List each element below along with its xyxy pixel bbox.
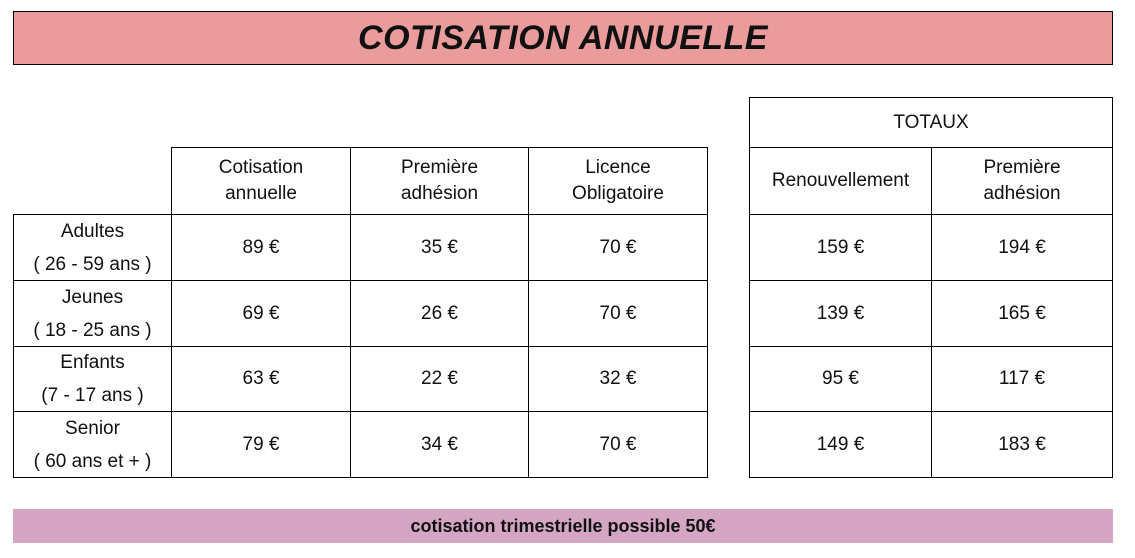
table-cell: 149 € xyxy=(749,411,932,478)
table-cell: 63 € xyxy=(171,346,351,412)
table-cell: 183 € xyxy=(931,411,1113,478)
header-totals-premiere-adhesion: Première adhésion xyxy=(931,147,1113,215)
table-cell: 89 € xyxy=(171,214,351,281)
header-premiere-adhesion: Première adhésion xyxy=(350,147,529,215)
table-cell: 70 € xyxy=(528,214,708,281)
table-cell: 79 € xyxy=(171,411,351,478)
table-cell: 70 € xyxy=(528,411,708,478)
table-cell: 32 € xyxy=(528,346,708,412)
table-cell: 194 € xyxy=(931,214,1113,281)
table-cell: 139 € xyxy=(749,280,932,347)
table-cell: 26 € xyxy=(350,280,529,347)
table-cell: 117 € xyxy=(931,346,1113,412)
table-cell: 165 € xyxy=(931,280,1113,347)
table-cell: 35 € xyxy=(350,214,529,281)
row-label-enfants: Enfants (7 - 17 ans ) xyxy=(13,346,172,412)
row-label-jeunes: Jeunes ( 18 - 25 ans ) xyxy=(13,280,172,347)
table-cell: 22 € xyxy=(350,346,529,412)
table-cell: 95 € xyxy=(749,346,932,412)
table-cell: 34 € xyxy=(350,411,529,478)
table-cell: 69 € xyxy=(171,280,351,347)
header-cotisation: Cotisation annuelle xyxy=(171,147,351,215)
row-label-senior: Senior ( 60 ans et + ) xyxy=(13,411,172,478)
footer-text: cotisation trimestrielle possible 50€ xyxy=(410,515,716,536)
totals-title: TOTAUX xyxy=(749,97,1113,148)
title-banner xyxy=(13,11,1113,65)
footer-note xyxy=(13,509,1113,543)
header-licence: Licence Obligatoire xyxy=(528,147,708,215)
table-cell: 70 € xyxy=(528,280,708,347)
header-renouvellement: Renouvellement xyxy=(749,147,932,215)
row-label-adultes: Adultes ( 26 - 59 ans ) xyxy=(13,214,172,281)
table-cell: 159 € xyxy=(749,214,932,281)
page-title: COTISATION ANNUELLE xyxy=(358,18,768,57)
